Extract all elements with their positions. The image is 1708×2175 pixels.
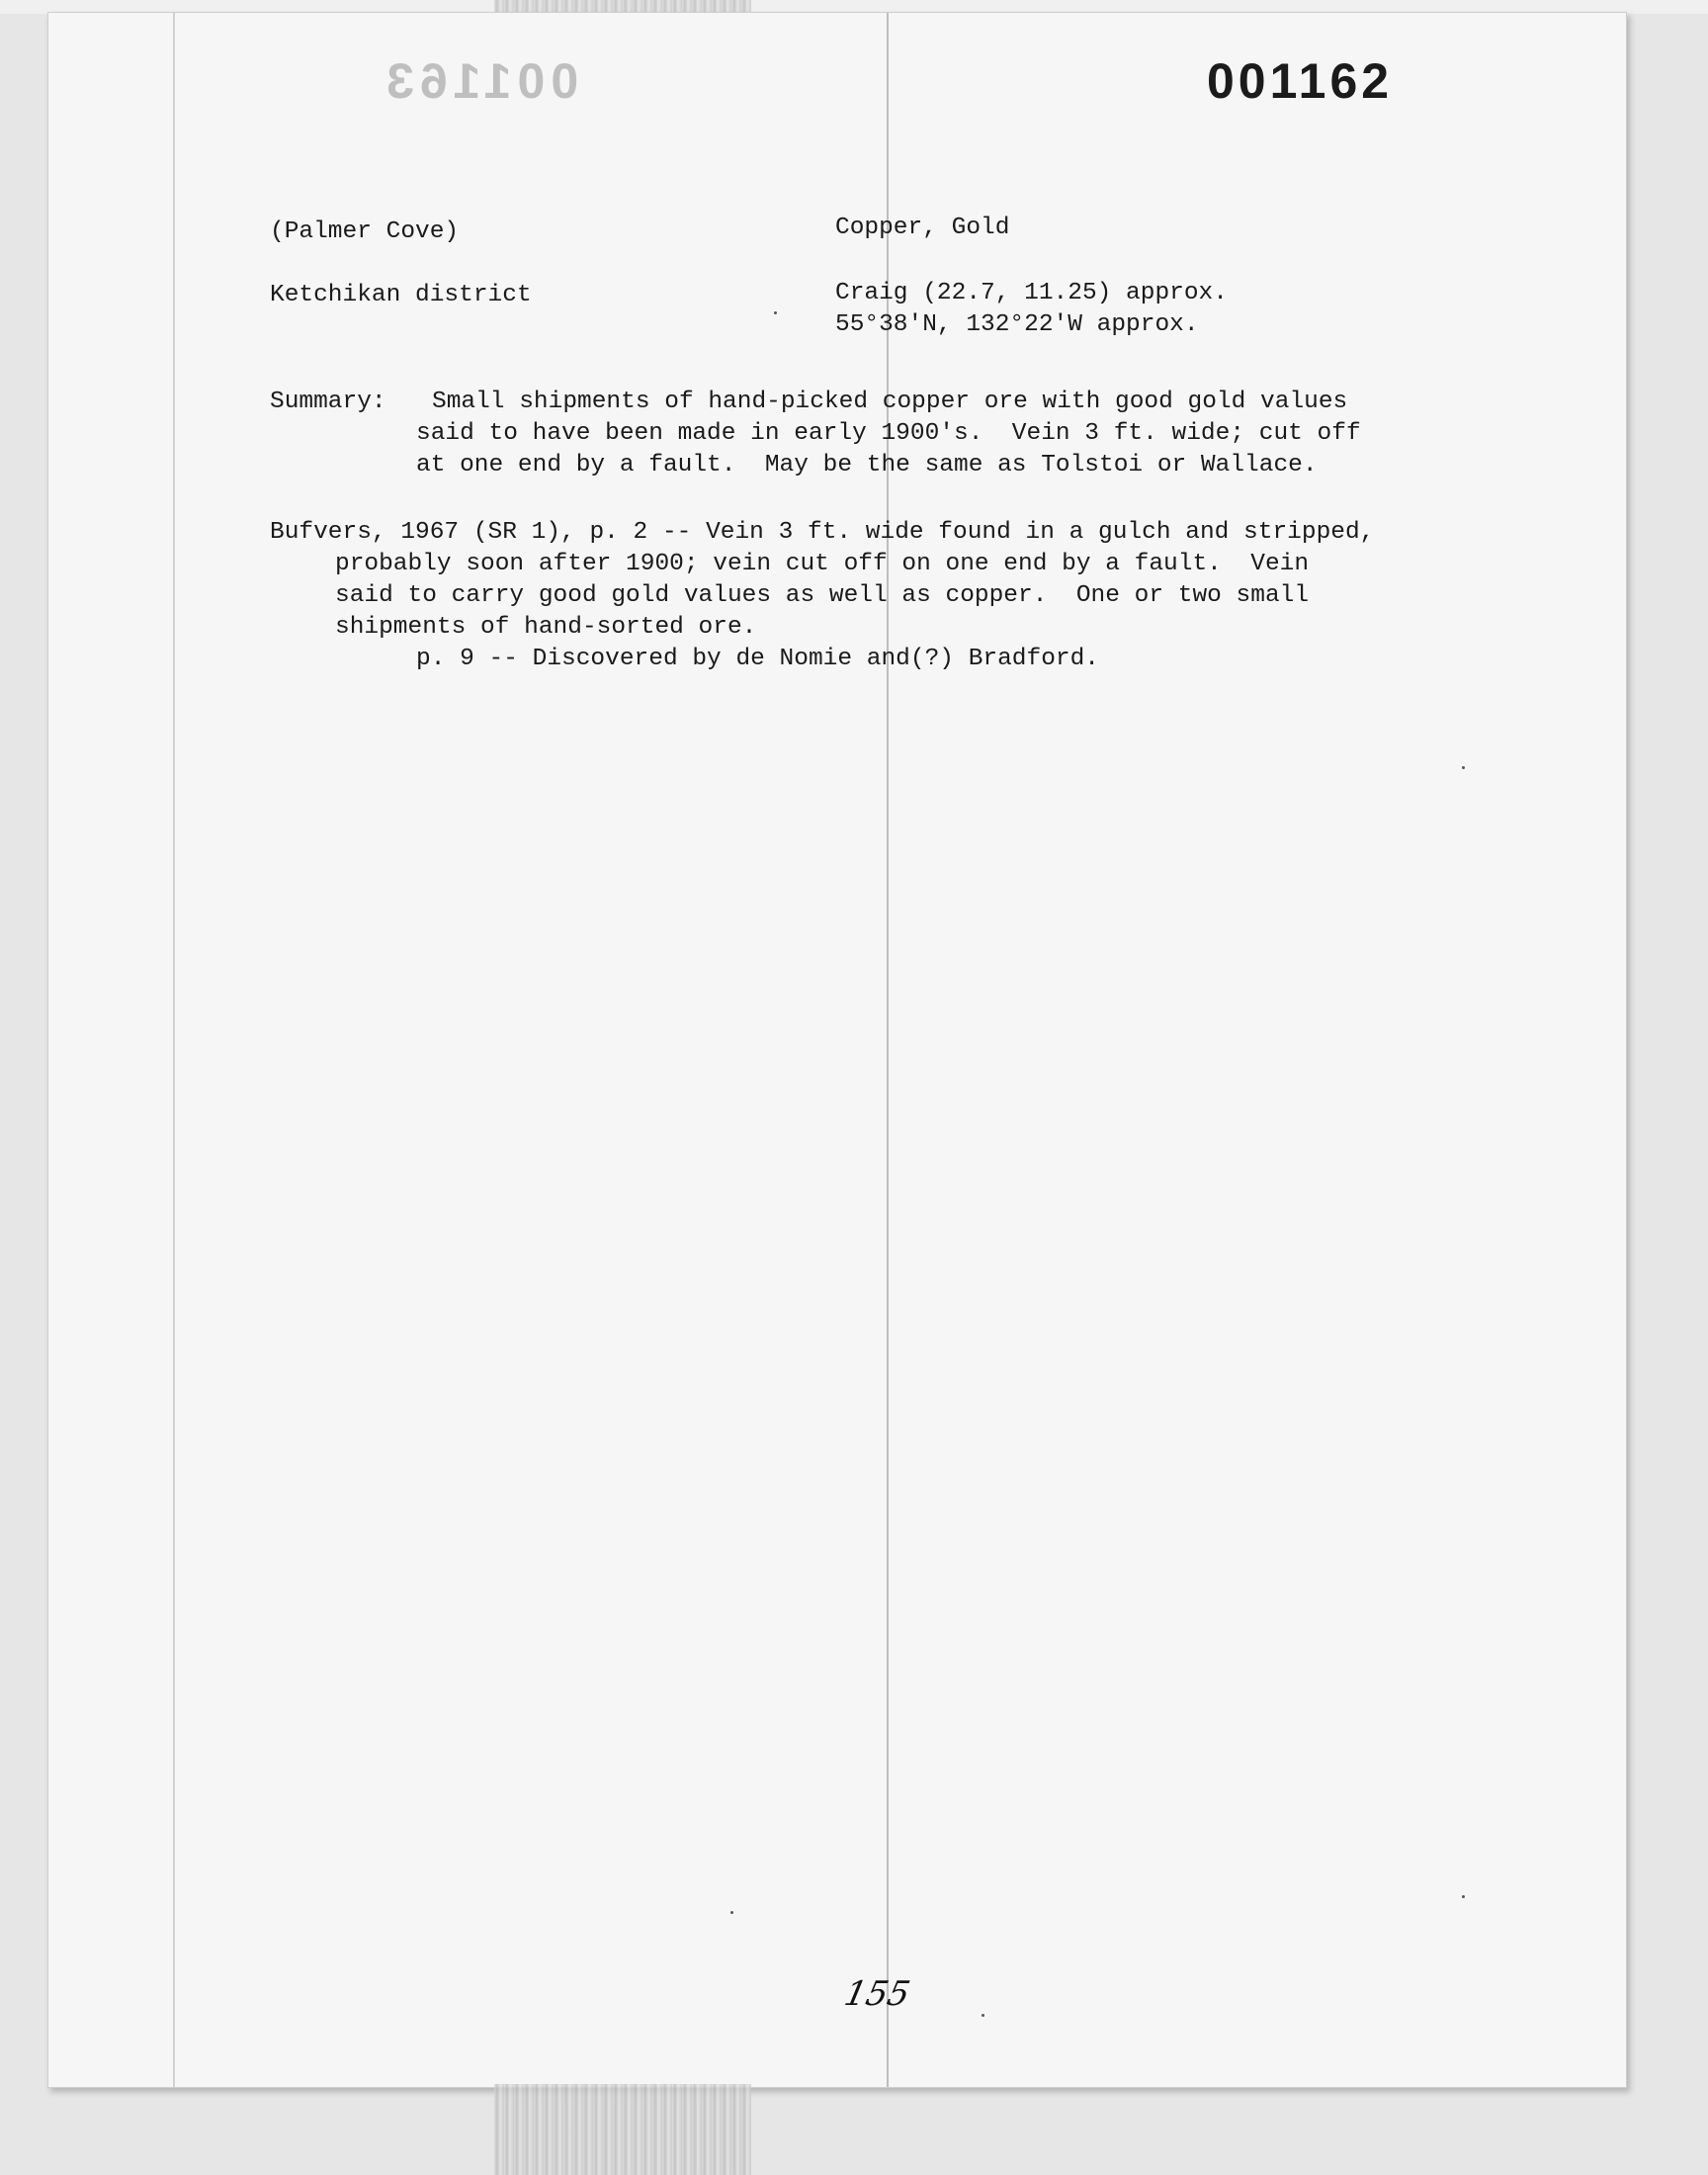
fold-line-left [173,13,175,2087]
scan-artifact-bottom [494,2084,751,2175]
reference-line: p. 9 -- Discovered by de Nomie and(?) Bradford. [416,646,1100,672]
reference-line: probably soon after 1900; vein cut off on one end by a fault. Vein [335,551,1310,577]
handwritten-page-number: 155 [840,1974,914,2014]
reference-line: Bufvers, 1967 (SR 1), p. 2 -- Vein 3 ft. wide found in a gulch and stripped, [270,519,1375,546]
summary-line: at one end by a fault. May be the same as Tolstoi or Wallace. [416,452,1318,478]
summary-line: Small shipments of hand-picked copper ore with good gold values [432,389,1348,415]
coordinates: 55°38'N, 132°22'W approx. [835,311,1199,338]
scan-speck [730,1911,733,1914]
reference-line: shipments of hand-sorted ore. [335,614,757,641]
summary-line: said to have been made in early 1900's. Vein 3 ft. wide; cut off [416,420,1361,447]
scan-speck [1462,766,1465,769]
document-number: 001162 [1207,53,1394,109]
reference-line: said to carry good gold values as well as copper. One or two small [335,582,1310,609]
commodities: Copper, Gold [835,215,1010,241]
bleed-through-number: 001163 [381,53,579,109]
scan-speck [982,2014,984,2017]
summary-label: Summary: [270,389,386,415]
location-name: (Palmer Cove) [270,218,460,245]
scan-speck [1462,1895,1465,1898]
document-page [47,12,1627,2088]
scan-speck [774,311,777,314]
district: Ketchikan district [270,282,532,308]
quadrangle: Craig (22.7, 11.25) approx. [835,280,1228,306]
